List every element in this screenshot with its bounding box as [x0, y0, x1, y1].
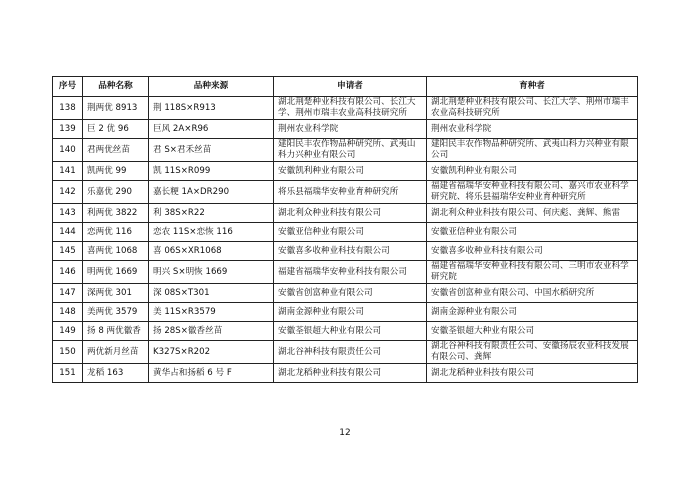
row-variety-source: 黄华占和扬稻 6 号 F: [149, 364, 274, 383]
table-row: [53, 341, 638, 364]
row-breeder: 湖北荆楚种业科技有限公司、长江大学、荆州市瑞丰农业高科技研究所: [427, 97, 638, 120]
row-applicant: 安徽亚信种业有限公司: [274, 223, 427, 242]
row-variety-source: 君 S×君禾丝苗: [149, 139, 274, 162]
row-variety-name: 美两优 3579: [83, 303, 149, 322]
row-serial: 140: [53, 139, 83, 162]
row-breeder: 湖北龙稻种业科技有限公司: [427, 364, 638, 383]
row-breeder: 福建省福瑞华安种业科技有限公司、嘉兴市农业科学研究院、将乐县福瑞华安种业育种研究所: [427, 181, 638, 204]
row-breeder: 湖北谷神科技有限责任公司、安徽扬辰农业科技发展有限公司、龚辉: [427, 341, 638, 364]
row-breeder: 安徽亚信种业有限公司: [427, 223, 638, 242]
row-variety-source: 利 38S×R22: [149, 204, 274, 223]
row-serial: 149: [53, 322, 83, 341]
table-row: [53, 223, 638, 242]
row-variety-source: 深 08S×T301: [149, 284, 274, 303]
table-row: [53, 303, 638, 322]
row-serial: 139: [53, 120, 83, 139]
table-row: [53, 97, 638, 120]
row-applicant: 荆州农业科学院: [274, 120, 427, 139]
row-variety-name: 凯两优 99: [83, 162, 149, 181]
table-row: [53, 162, 638, 181]
header-applicant: 申请者: [274, 77, 427, 97]
row-applicant: 安徽荃银超大种业有限公司: [274, 322, 427, 341]
table-row: [53, 242, 638, 261]
row-serial: 143: [53, 204, 83, 223]
row-variety-source: 凯 11S×R099: [149, 162, 274, 181]
header-breeder: 育种者: [427, 77, 638, 97]
table-row: [53, 139, 638, 162]
table-header-row: [53, 77, 638, 97]
row-variety-source: K327S×R202: [149, 341, 274, 364]
row-variety-name: 恋两优 116: [83, 223, 149, 242]
row-variety-source: 明兴 S×明恢 1669: [149, 261, 274, 284]
row-breeder: 湖北利众种业科技有限公司、何庆彪、龚辉、熊雷: [427, 204, 638, 223]
row-variety-name: 利两优 3822: [83, 204, 149, 223]
row-variety-source: 美 11S×R3579: [149, 303, 274, 322]
row-breeder: 安徽省创富种业有限公司、中国水稻研究所: [427, 284, 638, 303]
table-row: [53, 322, 638, 341]
row-breeder: 荆州农业科学院: [427, 120, 638, 139]
row-applicant: 湖北利众种业科技有限公司: [274, 204, 427, 223]
row-serial: 138: [53, 97, 83, 120]
row-variety-name: 明两优 1669: [83, 261, 149, 284]
row-variety-source: 恋农 11S×恋恢 116: [149, 223, 274, 242]
row-serial: 150: [53, 341, 83, 364]
row-applicant: 安徽省创富种业有限公司: [274, 284, 427, 303]
row-serial: 147: [53, 284, 83, 303]
table-body: [53, 97, 638, 383]
row-variety-source: 荆 118S×R913: [149, 97, 274, 120]
row-variety-name: 喜两优 1068: [83, 242, 149, 261]
row-variety-name: 君两优丝苗: [83, 139, 149, 162]
row-variety-source: 巨风 2A×R96: [149, 120, 274, 139]
variety-table: [52, 76, 638, 383]
row-breeder: 湖南金源种业有限公司: [427, 303, 638, 322]
row-applicant: 建阳民丰农作物品种研究所、武夷山科力兴种业有限公司: [274, 139, 427, 162]
row-breeder: 安徽喜多收种业科技有限公司: [427, 242, 638, 261]
row-applicant: 将乐县福瑞华安种业育种研究所: [274, 181, 427, 204]
row-applicant: 湖北龙稻种业科技有限公司: [274, 364, 427, 383]
row-breeder: 安徽荃银超大种业有限公司: [427, 322, 638, 341]
row-breeder: 建阳民丰农作物品种研究所、武夷山科力兴种业有限公司: [427, 139, 638, 162]
table-row: [53, 261, 638, 284]
header-variety-source: 品种来源: [149, 77, 274, 97]
row-serial: 141: [53, 162, 83, 181]
row-applicant: 湖北谷神科技有限责任公司: [274, 341, 427, 364]
page-number: 12: [339, 428, 351, 438]
row-serial: 144: [53, 223, 83, 242]
table-row: [53, 204, 638, 223]
header-serial: 序号: [53, 77, 83, 97]
row-variety-name: 巨 2 优 96: [83, 120, 149, 139]
row-serial: 145: [53, 242, 83, 261]
row-breeder: 福建省福瑞华安种业科技有限公司、三明市农业科学研究院: [427, 261, 638, 284]
row-variety-source: 嘉长粳 1A×DR290: [149, 181, 274, 204]
row-variety-name: 深两优 301: [83, 284, 149, 303]
row-variety-name: 龙稻 163: [83, 364, 149, 383]
table-row: [53, 284, 638, 303]
row-variety-name: 荆两优 8913: [83, 97, 149, 120]
row-applicant: 湖南金源种业有限公司: [274, 303, 427, 322]
row-variety-name: 两优新月丝苗: [83, 341, 149, 364]
row-variety-name: 乐嘉优 290: [83, 181, 149, 204]
row-variety-name: 扬 8 两优徽香: [83, 322, 149, 341]
row-breeder: 安徽凯利种业有限公司: [427, 162, 638, 181]
row-applicant: 安徽喜多收种业科技有限公司: [274, 242, 427, 261]
header-variety-name: 品种名称: [83, 77, 149, 97]
table-row: [53, 364, 638, 383]
row-variety-source: 喜 06S×XR1068: [149, 242, 274, 261]
row-serial: 142: [53, 181, 83, 204]
table-row: [53, 120, 638, 139]
row-serial: 151: [53, 364, 83, 383]
row-serial: 146: [53, 261, 83, 284]
row-variety-source: 扬 28S×徽香丝苗: [149, 322, 274, 341]
row-applicant: 湖北荆楚种业科技有限公司、长江大学、荆州市瑞丰农业高科技研究所: [274, 97, 427, 120]
row-applicant: 福建省福瑞华安种业科技有限公司: [274, 261, 427, 284]
table-row: [53, 181, 638, 204]
row-applicant: 安徽凯利种业有限公司: [274, 162, 427, 181]
row-serial: 148: [53, 303, 83, 322]
